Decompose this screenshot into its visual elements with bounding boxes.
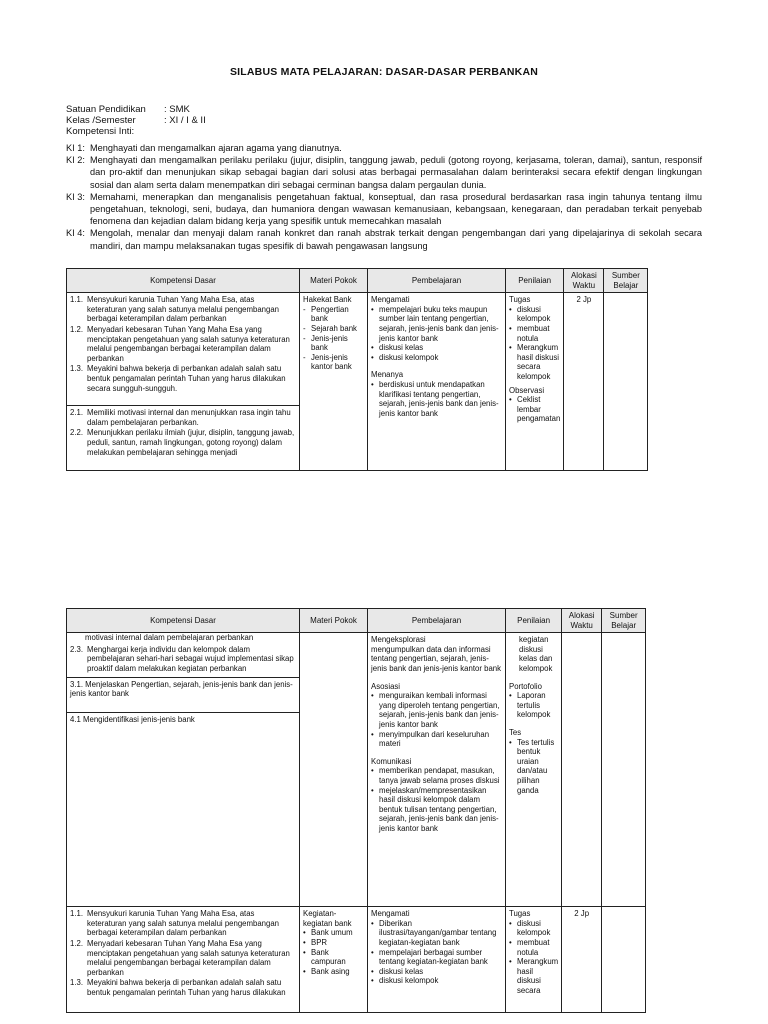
meta-block [66,104,206,138]
menanya-title: Menanya [371,370,404,380]
materi-item: • Bank asing [303,966,350,976]
kd-item: 2.1. Memiliki motivasi internal dan menunjukkan rasa ingin tahu dalam pembelajaran perbankan. [70,408,291,427]
kelas-value: : XI / I & II [164,115,206,127]
ki-text: Memahami, menerapkan dan menganalisis pengetahuan faktual, konseptual, dan rasa prosedural berdasarkan rasa ingin tahunya tentang ilmu pengetahuan, teknologi, seni, budaya, dan humaniora dengan wawasan kemanusiaan, kebangsaan, kenegaraan, dan peradaban terkait penyebab fenomena dan kejadian dalam bidang kerja yang spesifik untuk memecahkan masalah [90,191,702,227]
header-materi-pokok: Materi Pokok [300,609,368,633]
header-penilaian: Penilaian [506,269,564,293]
kd-item: 2.3. Menghargai kerja individu dan kelompok dalam pembelajaran sehari-hari sebagai wujud implementasi sikap proaktif dalam melakukan kegiatan perbankan [70,644,294,673]
materi-cell [300,633,368,907]
ki-text: Mengolah, menalar dan menyaji dalam ranah konkret dan ranah abstrak terkait dengan pengembangan dari yang dipelajarinya di sekolah secara mandiri, dan mampu melaksanakan tugas spesifik di bawah pengawasan langsung [90,228,702,251]
kd-item: 1.2. Menyadari kebesaran Tuhan Yang Maha Esa yang menciptakan pengetahuan yang salah satunya keteraturan melalui pengembangan berbagai keterampilan dalam perbankan [70,938,290,977]
document-title: SILABUS MATA PELAJARAN: DASAR-DASAR PERBANKAN [229,66,539,78]
penilaian-intro: kegiatan diskusi kelas dan kelompok [519,635,553,673]
ki-text: Menghayati dan mengamalkan ajaran agama yang dianutnya. [90,143,342,153]
penilaian-cell [506,293,564,471]
pembelajaran-cell [368,633,506,907]
kd-item: 2.2. Menunjukkan perilaku ilmiah (jujur, disiplin, tanggung jawab, peduli, santun, ramah lingkungan, gotong royong) dalam melakukan pembelajaran sehingga menjadi [70,428,295,457]
sumber-cell [602,633,646,907]
observasi-item: • Ceklist lembar pengamatan [509,395,561,424]
materi-cell [300,293,368,471]
portofolio-title: Portofolio [509,681,542,691]
observasi-title: Observasi [509,385,545,395]
satuan-value: : SMK [164,104,190,115]
mengamati-item: • Diberikan ilustrasi/tayangan/gambar tentang kegiatan-kegiatan bank [371,918,497,947]
kelas-label: Kelas /Semester [66,115,136,127]
kd-intro: motivasi internal dalam pembelajaran perbankan [85,633,254,643]
pembelajaran-cell [368,907,506,1013]
header-kompetensi-dasar: Kompetensi Dasar [67,269,300,293]
materi-item: • Bank umum [303,928,353,938]
materi-item: - Jenis-jenis bank [303,333,348,353]
menanya-item: • berdiskusi untuk mendapatkan klarifikasi tentang pengertian, sejarah, jenis-jenis bank dan jenis-jenis kantor bank [371,379,499,418]
ki-number: KI 4: [66,228,85,239]
mengamati-item: • diskusi kelas [371,966,424,976]
portofolio-item: • Laporan tertulis kelompok [509,691,551,720]
tugas-item: • membuat notula [509,937,550,957]
materi-title: Hakekat Bank [303,295,352,305]
ki-item [66,191,702,228]
sumber-cell [602,907,646,1013]
penilaian-cell [506,633,562,907]
ki-item [66,142,702,154]
tugas-item: • Merangkum hasil diskusi secara [509,957,559,995]
tugas-title: Tugas [509,909,531,919]
asosiasi-title: Asosiasi [371,681,401,691]
header-materi-pokok: Materi Pokok [300,269,368,293]
materi-cell [300,907,368,1013]
mengamati-title: Mengamati [371,909,410,919]
mengamati-item: • diskusi kelompok [371,976,439,986]
materi-item: • BPR [303,937,328,947]
mengamati-item: • mempelajari berbagai sumber tentang kegiatan-kegiatan bank [371,947,488,967]
header-penilaian: Penilaian [506,609,562,633]
komunikasi-item: • memberikan pendapat, masukan, tanya jawab selama proses diskusi [371,766,500,785]
syllabus-table-1 [66,268,648,471]
header-alokasi-waktu: Alokasi Waktu [562,609,602,633]
header-pembelajaran: Pembelajaran [368,269,506,293]
header-pembelajaran: Pembelajaran [368,609,506,633]
materi-item: - Pengertian bank [303,304,349,324]
header-sumber-belajar: Sumber Belajar [602,609,646,633]
ki-item [66,154,702,191]
kd-cell [67,633,300,907]
kompetensi-inti-label: Kompetensi Inti: [66,126,135,138]
materi-title: Kegiatan-kegiatan bank [303,909,352,928]
syllabus-table-2 [66,608,646,1013]
ki-item [66,227,702,251]
mengamati-item: • diskusi kelas [371,343,424,353]
komunikasi-item: • mejelaskan/mempresentasikan hasil diskusi kelompok dalam bentuk tulisan tentang pengertian, sejarah, jenis-jenis bank dan jenis-jenis kantor bank [371,785,499,833]
asosiasi-item: • menyimpulkan dari keseluruhan materi [371,729,490,749]
kompetensi-inti-list [66,142,702,252]
kd-cell [67,907,300,1013]
kd-item: 1.3. Meyakini bahwa bekerja di perbankan adalah salah satu bentuk pengamalan perintah Tuhan yang harus dilakukan [70,978,286,997]
kd-cell [67,293,300,471]
komunikasi-title: Komunikasi [371,756,412,766]
header-sumber-belajar: Sumber Belajar [604,269,648,293]
header-alokasi-waktu: Alokasi Waktu [564,269,604,293]
tugas-title: Tugas [509,295,531,305]
alokasi-cell: 2 Jp [564,293,604,471]
kd-item: 1.2. Menyadari kebesaran Tuhan Yang Maha Esa yang menciptakan pengetahuan yang salah satunya keteraturan melalui pengembangan berbagai keterampilan dalam perbankan [70,324,290,363]
tes-item: • Tes tertulis bentuk uraian dan/atau pilihan ganda [509,737,555,795]
kd-item: 1.3. Meyakini bahwa bekerja di perbankan adalah salah satu bentuk pengamalan perintah Tuhan yang harus dilakukan secara sungguh-sungguh. [70,364,286,393]
kd-item: 1.1. Mensyukuri karunia Tuhan Yang Maha Esa, atas keteraturan yang salah satunya melalui pengembangan berbagai keterampilan dalam perbankan [70,295,280,324]
materi-item: - Jenis-jenis kantor bank [303,352,352,372]
satuan-label: Satuan Pendidikan [66,104,146,115]
ki-number: KI 2: [66,155,85,166]
tes-title: Tes [509,727,522,737]
ki-text: Menghayati dan mengamalkan perilaku perilaku (jujur, disiplin, tanggung jawab, peduli (gotong royong, kerjasama, toleran, damai), santun, responsif dan pro-aktif dan menunjukan sikap sebagai bagian dari solusi atas berbagai permasalahan dalam berinteraksi secara efektif dengan lingkungan sosial dan alam serta dalam menempatkan diri sebagai cerminan bangsa dalam pergaulan dunia. [90,155,702,190]
mengamati-title: Mengamati [371,295,410,305]
kd-item: 3.1. Menjelaskan Pengertian, sejarah, jenis-jenis bank dan jenis-jenis kantor bank [67,677,299,712]
penilaian-cell [506,907,562,1013]
sumber-cell [604,293,648,471]
ki-number: KI 3: [66,191,85,202]
materi-item: • Bank campuran [303,947,346,967]
tugas-item: • diskusi kelompok [509,918,551,938]
kd-item: 4.1 Mengidentifikasi jenis-jenis bank [67,712,299,727]
tugas-item: • Merangkum hasil diskusi secara kelompok [509,343,560,381]
eksplorasi-title: Mengeksplorasi [371,635,426,645]
alokasi-cell: 2 Jp [562,907,602,1013]
ki-number: KI 1: [66,143,85,153]
kd-item: 1.1. Mensyukuri karunia Tuhan Yang Maha Esa, atas keteraturan yang salah satunya melalui pengembangan berbagai keterampilan dalam perbankan [70,909,280,938]
mengamati-item: • mempelajari buku teks maupun sumber lain tentang pengertian, sejarah, jenis-jenis bank dan jenis-jenis kantor bank [371,304,499,343]
header-kompetensi-dasar: Kompetensi Dasar [67,609,300,633]
asosiasi-item: • menguraikan kembali informasi yang diperoleh tentang pengertian, sejarah, jenis-jenis bank dan jenis-jenis kantor bank [371,691,500,729]
materi-item: - Sejarah bank [303,323,357,333]
pembelajaran-cell [368,293,506,471]
mengamati-item: • diskusi kelompok [371,352,439,362]
alokasi-cell [562,633,602,907]
tugas-item: • diskusi kelompok [509,304,551,324]
tugas-item: • membuat notula [509,323,550,343]
eksplorasi-text: mengumpulkan data dan informasi tentang pengertian, sejarah, jenis-jenis bank dan jenis-jenis kantor bank [371,644,502,673]
